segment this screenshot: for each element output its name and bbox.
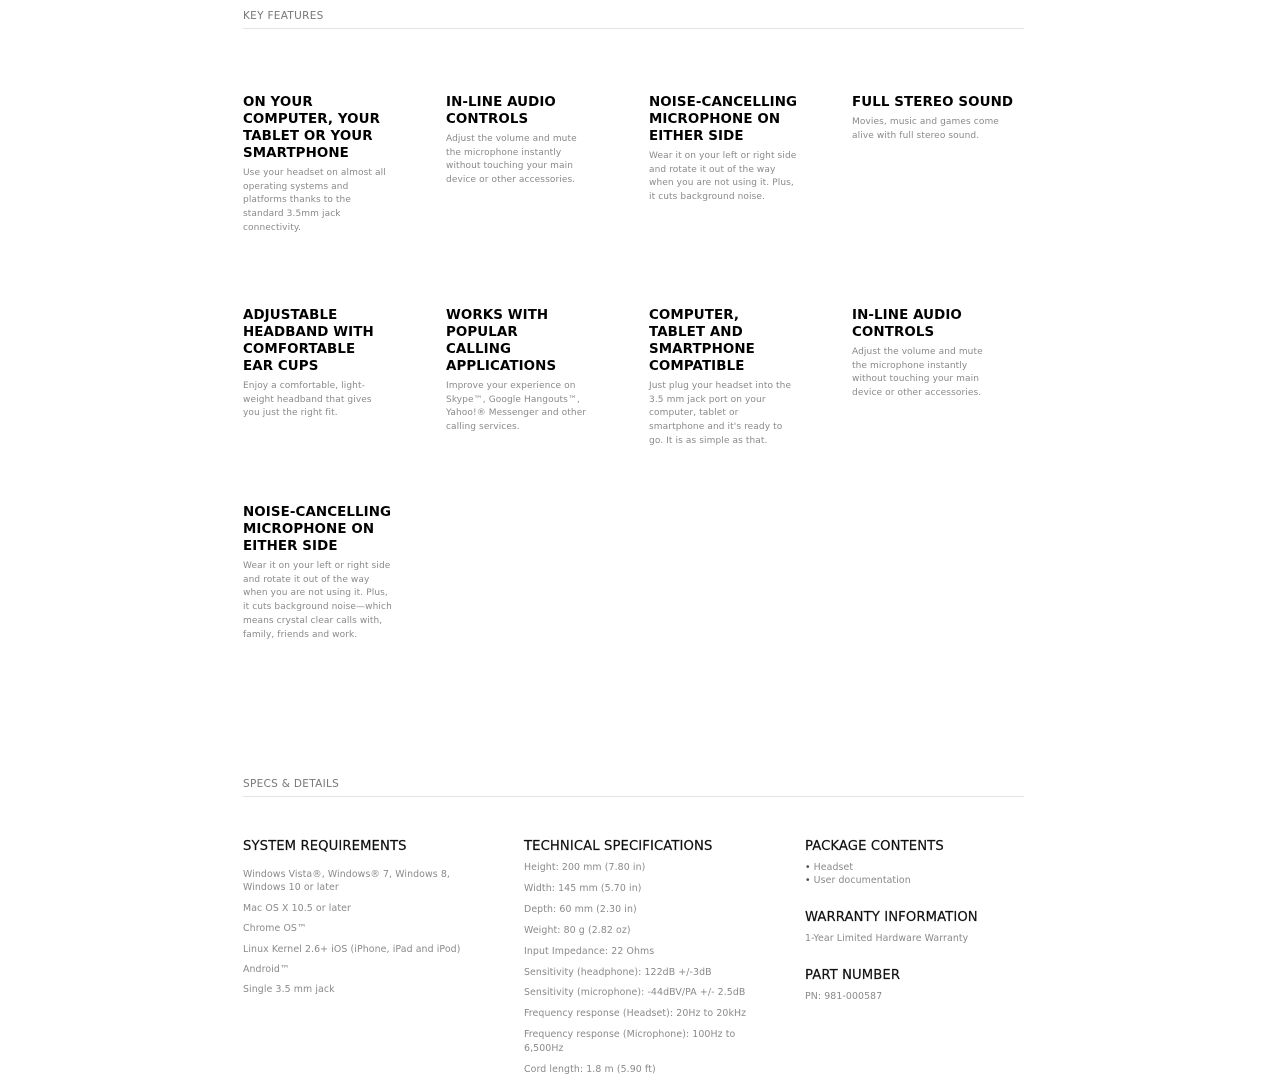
feature-description: Wear it on your left or right side and rotate it out of the way when you are not using it. Plus, it cuts background noise. bbox=[649, 151, 797, 203]
part-number bbox=[805, 967, 1025, 1003]
part-number-text: PN: 981-000587 bbox=[805, 991, 883, 1002]
spec-item: Sensitivity (headphone): 122dB +/-3dB bbox=[524, 966, 712, 978]
feature-title: ADJUSTABLE HEADBAND WITH COMFORTABLE EAR CUPS bbox=[243, 308, 374, 374]
spec-item: Frequency response (Microphone): 100Hz to 6,500Hz bbox=[524, 1029, 736, 1054]
feature-item bbox=[852, 307, 1012, 401]
feature-item bbox=[649, 94, 809, 205]
feature-item bbox=[649, 307, 809, 449]
specs-details-heading: SPECS & DETAILS bbox=[243, 778, 1024, 797]
warranty-information bbox=[805, 909, 1025, 945]
feature-title: NOISE-CANCELLING MICROPHONE ON EITHER SIDE bbox=[649, 95, 798, 144]
feature-item bbox=[243, 94, 403, 236]
spec-item: Input Impedance: 22 Ohms bbox=[524, 945, 655, 957]
technical-specifications-title: TECHNICAL SPECIFICATIONS bbox=[524, 839, 713, 854]
warranty-title: WARRANTY INFORMATION bbox=[805, 910, 978, 925]
feature-item bbox=[446, 94, 606, 188]
feature-title: NOISE-CANCELLING MICROPHONE ON EITHER SIDE bbox=[243, 505, 392, 554]
feature-title: ON YOUR COMPUTER, YOUR TABLET OR YOUR SMARTPHONE bbox=[243, 95, 380, 161]
package-contents bbox=[805, 838, 1025, 888]
feature-description: Movies, music and games come alive with full stereo sound. bbox=[852, 117, 999, 141]
feature-title: IN-LINE AUDIO CONTROLS bbox=[852, 308, 962, 340]
feature-item bbox=[243, 307, 403, 421]
feature-item bbox=[852, 94, 1022, 143]
system-requirements-title: SYSTEM REQUIREMENTS bbox=[243, 839, 407, 854]
spec-item: Weight: 80 g (2.82 oz) bbox=[524, 924, 631, 936]
spec-item: Height: 200 mm (7.80 in) bbox=[524, 862, 646, 873]
feature-title: FULL STEREO SOUND bbox=[852, 95, 1014, 110]
requirement-item: Android™ bbox=[243, 964, 290, 976]
feature-description: Use your headset on almost all operating systems and platforms thanks to the standard 3.5mm jack connectivity. bbox=[243, 168, 386, 233]
package-item: • User documentation bbox=[805, 874, 1025, 887]
feature-title: WORKS WITH POPULAR CALLING APPLICATIONS bbox=[446, 308, 557, 374]
spec-item: Width: 145 mm (5.70 in) bbox=[524, 882, 642, 894]
spec-item: Depth: 60 mm (2.30 in) bbox=[524, 903, 637, 915]
feature-description: Enjoy a comfortable, light-weight headband that gives you just the right fit. bbox=[243, 381, 372, 419]
feature-description: Improve your experience on Skype™, Google Hangouts™, Yahoo!® Messenger and other calling services. bbox=[446, 381, 587, 433]
requirement-item: Single 3.5 mm jack bbox=[243, 984, 335, 996]
requirement-item: Linux Kernel 2.6+ iOS (iPhone, iPad and iPod) bbox=[243, 943, 461, 955]
requirement-item: Chrome OS™ bbox=[243, 923, 307, 935]
key-features-heading: KEY FEATURES bbox=[243, 10, 1024, 29]
feature-description: Just plug your headset into the 3.5 mm jack port on your computer, tablet or smartphone and it's ready to go. It is as simple as that. bbox=[649, 381, 792, 446]
feature-description: Wear it on your left or right side and rotate it out of the way when you are not using it. Plus, it cuts background noise—which means crystal clear calls with, family, friends and work. bbox=[243, 561, 392, 640]
feature-item bbox=[446, 307, 606, 435]
feature-title: COMPUTER, TABLET AND SMARTPHONE COMPATIBLE bbox=[649, 308, 755, 374]
spec-item: Sensitivity (microphone): -44dBV/PA +/- 2.5dB bbox=[524, 987, 746, 999]
package-contents-title: PACKAGE CONTENTS bbox=[805, 839, 944, 854]
technical-specifications bbox=[524, 838, 764, 1076]
part-number-title: PART NUMBER bbox=[805, 968, 901, 983]
requirement-item: Mac OS X 10.5 or later bbox=[243, 902, 351, 914]
requirement-item: Windows Vista®, Windows® 7, Windows 8, Windows 10 or later bbox=[243, 869, 450, 894]
warranty-text: 1-Year Limited Hardware Warranty bbox=[805, 933, 969, 944]
feature-description: Adjust the volume and mute the microphone instantly without touching your main device or other accessories. bbox=[852, 347, 983, 399]
feature-title: IN-LINE AUDIO CONTROLS bbox=[446, 95, 556, 127]
package-item: • Headset bbox=[805, 861, 1025, 874]
spec-item: Frequency response (Headset): 20Hz to 20kHz bbox=[524, 1008, 747, 1020]
feature-description: Adjust the volume and mute the microphone instantly without touching your main device or other accessories. bbox=[446, 134, 577, 186]
spec-item: Cord length: 1.8 m (5.90 ft) bbox=[524, 1063, 656, 1075]
feature-item bbox=[243, 504, 403, 642]
system-requirements bbox=[243, 838, 473, 997]
